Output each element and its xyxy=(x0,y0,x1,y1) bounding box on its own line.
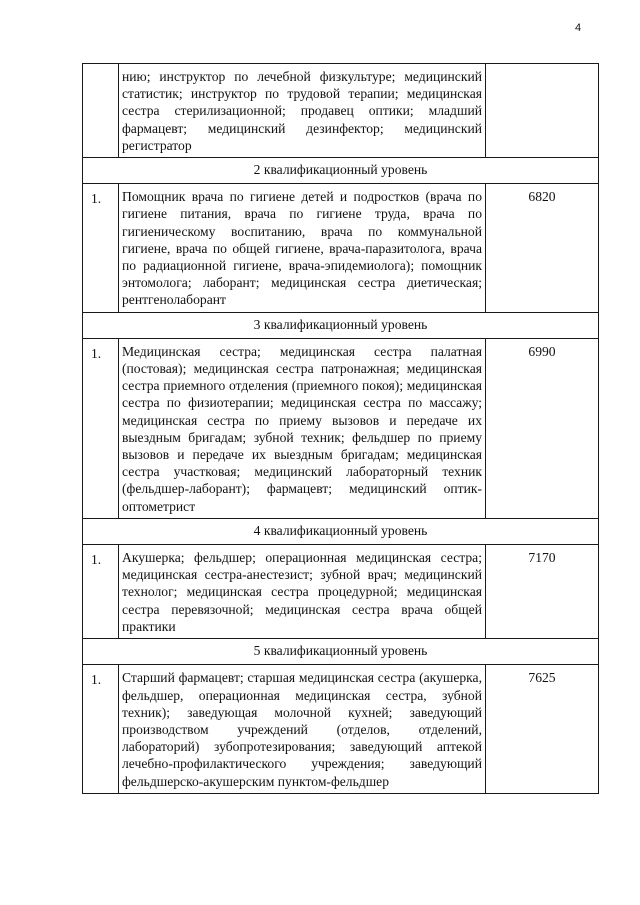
row-number xyxy=(83,64,119,158)
table-row xyxy=(83,184,599,312)
row-number: 1. xyxy=(83,184,119,312)
level-row xyxy=(83,518,599,544)
salary-value xyxy=(486,64,599,158)
row-number: 1. xyxy=(83,665,119,793)
level-row xyxy=(83,639,599,665)
level-row xyxy=(83,158,599,184)
level-heading: 2 квалификационный уровень xyxy=(83,158,599,184)
page-number: 4 xyxy=(575,22,582,34)
position-list: Акушерка; фельдшер; операционная медицинская сестра; медицинская сестра-анестезист; зубной врач; медицинский технолог; медицинская сестра процедурной; медицинская сестра перевязочной; медицинская сестра врача общей практики xyxy=(119,545,486,639)
salary-value: 6820 xyxy=(486,184,599,312)
salary-value: 6990 xyxy=(486,338,599,518)
position-list: Помощник врача по гигиене детей и подростков (врача по гигиене питания, врача по гигиене труда, врача по гигиеническому воспитанию, врача по коммунальной гигиене, врача по общей гигиене, врача-паразитолога, врача по радиационной гигиене, врача-эпидемиолога); помощник энтомолога; лаборант; медицинская сестра диетическая; рентгенолаборант xyxy=(119,184,486,312)
salary-value: 7170 xyxy=(486,545,599,639)
salary-value: 7625 xyxy=(486,665,599,793)
position-list: нию; инструктор по лечебной физкультуре; медицинский статистик; инструктор по трудовой терапии; медицинская сестра стерилизационной; продавец оптики; младший фармацевт; медицинский дезинфектор; медицинский регистратор xyxy=(119,64,486,158)
level-heading: 5 квалификационный уровень xyxy=(83,639,599,665)
staff-table xyxy=(82,63,599,794)
position-list: Медицинская сестра; медицинская сестра палатная (постовая); медицинская сестра патронажная; медицинская сестра приемного отделения (приемного покоя); медицинская сестра по физиотерапии; медицинская сестра по массажу; медицинская сестра по приему вызовов и передаче их выездным бригадам; зубной техник; фельдшер по приему вызовов и передаче их выездным бригадам; медицинская сестра участковая; медицинский лабораторный техник (фельдшер-лаборант); фармацевт; медицинский оптик-оптометрист xyxy=(119,338,486,518)
row-number: 1. xyxy=(83,338,119,518)
table-row xyxy=(83,665,599,793)
position-list: Старший фармацевт; старшая медицинская сестра (акушерка, фельдшер, операционная медицинская сестра, зубной техник); заведующая молочной кухней; заведующий производством учреждений (отделов, отделений, лабораторий) зубопротезирования; заведующий аптекой лечебно-профилактического учреждения; заведующий фельдшерско-акушерским пунктом-фельдшер xyxy=(119,665,486,793)
row-number: 1. xyxy=(83,545,119,639)
table-row xyxy=(83,64,599,158)
level-row xyxy=(83,312,599,338)
table-row xyxy=(83,545,599,639)
table-row xyxy=(83,338,599,518)
level-heading: 4 квалификационный уровень xyxy=(83,518,599,544)
level-heading: 3 квалификационный уровень xyxy=(83,312,599,338)
